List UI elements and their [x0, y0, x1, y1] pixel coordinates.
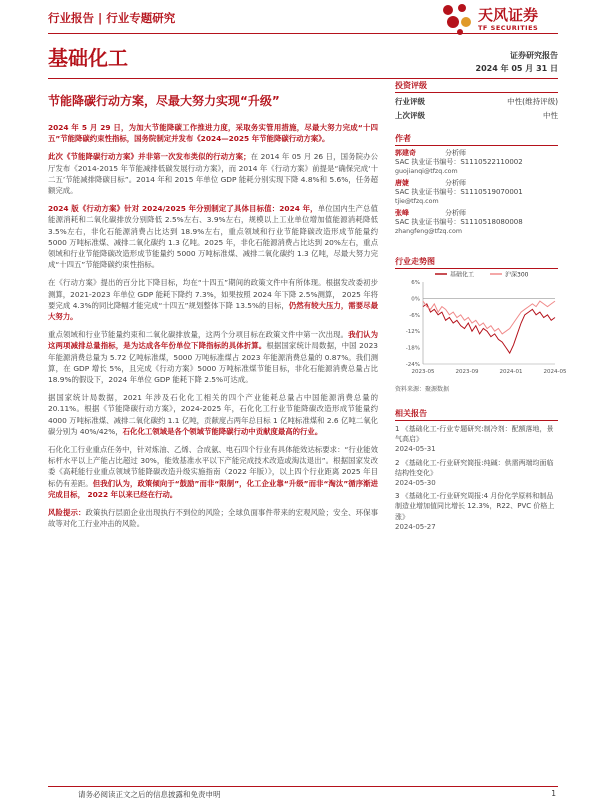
body-text: 单位国内生产总值能源消耗和二氧化碳排放分别降低 2.5%左右、3.9%左右，规模以上工业单位增加值能源消耗降低 3.5%左右，非化石能源消费占比达到 18.9%左右，重点领域和行业节能降碳改造形成节能量约 5000 万吨标准煤、减排二氧化碳约 1.3 亿吨。2025 年，非化石能源消费占比达到 20%左右，重点领域和行业节能降碳改造形成节能量约 5000 万吨标准煤、减排二氧化碳约 1.3 亿吨，尽最大努力完成“十四五”节能降碳约束性指标。	[48, 204, 378, 270]
emphasis-text: 2024 版《行动方案》针对 2024/2025 年分别制定了具体目标值：2024 年，	[48, 204, 318, 214]
related-report-title[interactable]: 2 《基础化工-行业研究简报:纯碱：供需两端均面临结构性变化》	[395, 458, 554, 477]
report-type: 证券研究报告	[510, 51, 558, 60]
body-text: 在 2014 年 05 月 26 日，国务院办公厅发布《2014-2015 年节能减排低碳发展行动方案》，而 2014 年《行动方案》前提是“确保完成‘十二五’节能减排降碳目标”。2014 年和 2015 年单位 GDP 能耗分别实现下降 4.8%和 5.6%，任务超额完成。	[48, 152, 378, 196]
related-report-item[interactable]	[395, 458, 558, 489]
author-email[interactable]: guojianqi@tfzq.com	[395, 168, 458, 175]
author-list	[395, 149, 558, 236]
y-tick-label: -12%	[405, 329, 420, 336]
author-name: 唐婕	[395, 179, 409, 187]
body-paragraph	[48, 203, 378, 270]
related-report-item[interactable]	[395, 424, 558, 455]
rating-row: 行业评级 中性(维持评级)	[395, 97, 558, 106]
author-heading: 作者	[395, 133, 558, 146]
body-paragraph	[48, 151, 378, 196]
author-email[interactable]: zhangfeng@tfzq.com	[395, 228, 462, 235]
body-text: 根据国家统计局数据，中国 2023 年能源消费总量为 5.72 亿吨标准煤，5000 万吨标准煤占 2023 年能源消费总量的 0.87%。我们测算，在 GDP 增长 5%，且完成《行动方案》5000 万吨标准煤节能目标，非化石能源消费总量占比 18.9%的假设下，2024 年单位 GDP 能耗下降 2.5%可达成。	[48, 341, 378, 385]
footer-rule	[48, 786, 558, 787]
trend-chart-svg	[395, 268, 567, 386]
body-text: 重点领域和行业节能量约束和二氧化碳排放量，这两个分项目标在政策文件中第一次出现。	[48, 330, 349, 340]
report-date: 2024 年 05 月 31 日	[475, 64, 558, 73]
author-role: 分析师	[445, 179, 466, 187]
author-entry	[395, 149, 558, 176]
x-tick-label: 2024-05	[543, 369, 567, 375]
related-report-date: 2024-05-30	[395, 479, 436, 488]
sidebar	[395, 80, 558, 236]
report-category: 行业报告 | 行业专题研究	[48, 11, 176, 25]
y-tick-label: -18%	[405, 345, 420, 352]
logo-text-en: TF SECURITIES	[478, 24, 539, 32]
author-name: 张峰	[395, 209, 409, 217]
footer-disclaimer: 请务必阅读正文之后的信息披露和免责申明	[78, 790, 221, 799]
author-entry	[395, 179, 558, 206]
y-tick-label: 6%	[411, 280, 420, 286]
related-report-date: 2024-05-27	[395, 522, 436, 531]
legend-label: 基础化工	[450, 271, 475, 279]
y-tick-label: -24%	[405, 362, 420, 368]
body-paragraph	[48, 392, 378, 437]
x-tick-label: 2024-01	[499, 369, 523, 375]
emphasis-text: 此次《节能降碳行动方案》并非第一次发布类似的行动方案；	[48, 152, 251, 162]
body-paragraph	[48, 329, 378, 385]
author-name: 郭建奇	[395, 149, 416, 157]
body-paragraph	[48, 507, 378, 529]
body-text: 石化化工行业重点任务中，针对炼油、乙烯、合成氨、电石四个行业有具体能效达标要求：“行业能效标杆水平以上产能占比超过 30%，能效基准水平以下产能完成技术改造或淘汰退出”。根据国家发改委《高耗能行业重点领域节能降碳改造升级实施指南（2022 年版）》，以上四个行业距离 2025 年目标仍有差距。	[48, 445, 378, 488]
body-text: 在《行动方案》提出的百分比下降目标，均在“十四五”期间的政策文件中有所体现。根据发改委初步测算，2021-2023 年单位 GDP 能耗下降约 7.3%，如果按照 2024 年下降 2.5%测算， 2025 年将要完成 4.3%的同比降幅才能完成“十四五”规划整体下降 13.5%的目标，	[48, 278, 378, 310]
body-paragraph	[48, 277, 378, 322]
series-line	[423, 304, 555, 353]
emphasis-text: 仍然有较大压力，需要尽最大努力。	[48, 300, 378, 322]
header-rule	[48, 33, 558, 34]
author-email[interactable]: tjie@tfzq.com	[395, 198, 439, 205]
y-tick-label: 0%	[411, 296, 420, 303]
related-reports	[395, 408, 558, 532]
author-role: 分析师	[445, 209, 466, 217]
body-paragraph	[48, 122, 378, 144]
author-role: 分析师	[445, 149, 466, 157]
author-cert: SAC 执业证书编号：S1110522110002	[395, 158, 523, 166]
x-tick-label: 2023-09	[455, 369, 479, 375]
logo-text-cn: 天风证券	[478, 6, 539, 24]
related-report-item[interactable]	[395, 491, 558, 532]
rating-row: 上次评级 中性	[395, 111, 558, 120]
emphasis-text: 风险提示：	[48, 508, 86, 518]
emphasis-text: 2024 年 5 月 29 日，为加大节能降碳工作推进力度，采取务实管用措施，尽最大努力完成“十四五”节能降碳约束性指标，国务院制定并发布《2024—2025 年节能降碳行动方案》。	[48, 123, 378, 144]
related-report-title[interactable]: 1 《基础化工-行业专题研究:制冷剂：配额落地，景气高启》	[395, 425, 554, 444]
rating-heading: 投资评级	[395, 80, 558, 93]
emphasis-text: 石化化工领域是各个领域节能降碳行动中贡献度最高的行业。	[122, 426, 323, 436]
page-number: 1	[551, 789, 556, 798]
x-tick-label: 2023-05	[411, 369, 435, 375]
body-paragraph	[48, 444, 378, 500]
author-cert: SAC 执业证书编号：S1110519070001	[395, 188, 523, 196]
tf-logo-icon	[440, 2, 476, 36]
trend-chart	[395, 268, 567, 393]
author-cert: SAC 执业证书编号：S1110518080008	[395, 218, 523, 226]
related-report-title[interactable]: 3 《基础化工-行业研究周报:4 月份化学原料和制品制造业增加值同比增长 12.3%，R22、PVC 价格上涨》	[395, 492, 555, 521]
series-line	[423, 301, 555, 334]
report-title: 节能降碳行动方案，尽最大努力实现“升级”	[48, 94, 280, 108]
related-list	[395, 424, 558, 532]
sector-title: 基础化工	[48, 46, 128, 70]
body-text: 政策执行层面企业出现执行不到位的风险；全球负面事件带来的宏观风险；安全、环保事故等对化工行业冲击的风险。	[48, 508, 378, 529]
author-entry	[395, 209, 558, 236]
related-heading: 相关报告	[395, 408, 558, 421]
related-report-date: 2024-05-31	[395, 445, 436, 454]
emphasis-text: 我们认为这两项减排总量指标，是为达成各年份单位下降指标的具体折算。	[48, 330, 378, 351]
legend-label: 沪深300	[505, 271, 529, 279]
chart-source: 资料来源：聚源数据	[395, 386, 450, 393]
company-logo	[440, 2, 560, 36]
y-tick-label: -6%	[409, 312, 420, 319]
main-body	[48, 122, 378, 537]
section-rule	[48, 78, 558, 79]
body-text: 据国家统计局数据，2021 年涉及石化化工相关的四个产业能耗总量占中国能源消费总量的 20.11%。根据《节能降碳行动方案》，2024-2025 年，石化化工行业节能降碳改造形成节能量约 4000 万吨标准煤、减排二氧化碳约 1.1 亿吨，贡献度占两年总目标 1 亿吨标准煤和 2.6 亿吨二氧化碳分别为 40%/42%，	[48, 393, 378, 436]
emphasis-text: 但我们认为，政策倾向于“鼓励”而非“限制”，化工企业靠“升级”而非“淘汰”循序渐进完成目标， 2022 年以来已经在行动。	[48, 478, 378, 499]
chart-heading: 行业走势图	[395, 256, 558, 269]
